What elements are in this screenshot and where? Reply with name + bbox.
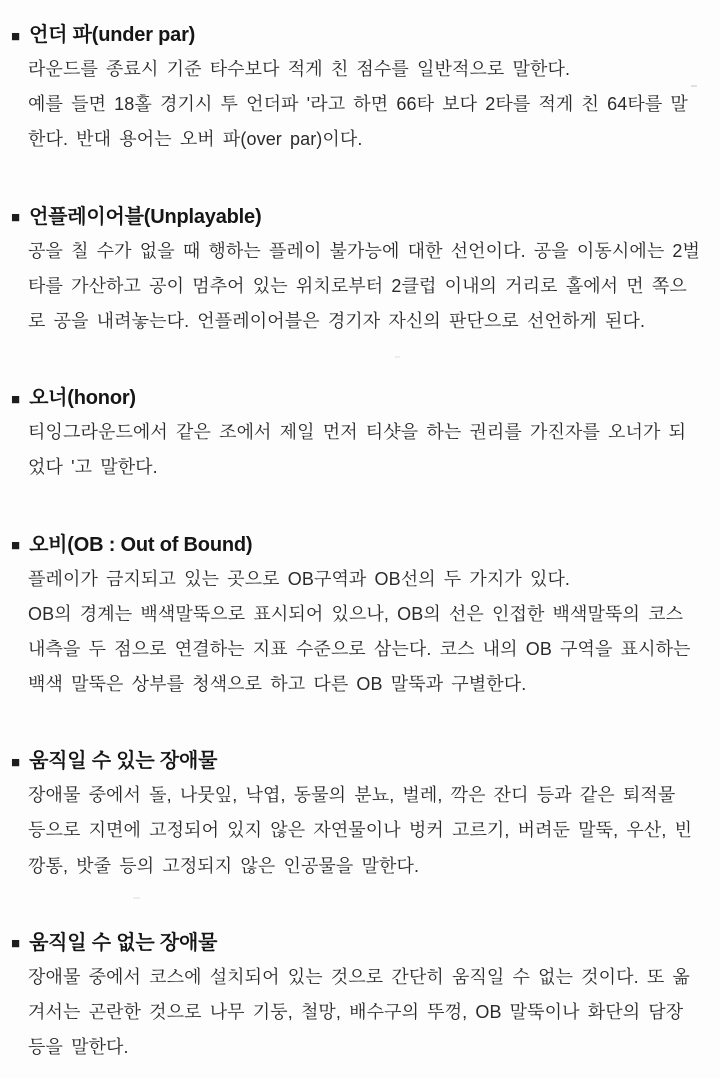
body-line: OB의 경계는 백색말뚝으로 표시되어 있으나, OB의 선은 인접한 백색말뚝의 코스: [28, 603, 684, 624]
square-bullet-icon: ■: [11, 753, 21, 771]
body-line: 장애물 중에서 돌, 나뭇잎, 낙엽, 동물의 분뇨, 벌레, 깍은 잔디 등과 같은 퇴적물: [28, 785, 676, 806]
body-line: 로 공을 내려놓는다. 언플레이어블은 경기자 자신의 판단으로 선언하게 된다.: [28, 310, 646, 331]
square-bullet-icon: ■: [11, 390, 21, 408]
section-heading: 움직일 수 없는 장애물: [29, 931, 218, 954]
section-heading-row: [11, 200, 694, 234]
glossary-section: [11, 200, 701, 340]
body-line: 등으로 지면에 고정되어 있지 않은 자연물이나 벙커 고르기, 버려둔 말뚝, 우산, 빈: [28, 820, 693, 841]
body-line: 공을 칠 수가 없을 때 행하는 플레이 불가능에 대한 선언이다. 공을 이동시에는 2벌: [28, 240, 701, 261]
section-heading: 움직일 수 있는 장애물: [29, 750, 218, 773]
body-line: 었다 '고 말한다.: [28, 457, 158, 478]
section-heading: 언더 파(under par): [29, 24, 196, 46]
section-body: [28, 562, 694, 703]
square-bullet-icon: ■: [11, 537, 21, 554]
section-heading-row: [11, 381, 694, 415]
glossary-section: [11, 18, 694, 158]
body-line: 장애물 중에서 코스에 설치되어 있는 것으로 간단히 움직일 수 없는 것이다. 또 옮: [28, 966, 690, 987]
glossary-section: [11, 528, 694, 703]
section-body: [28, 52, 694, 158]
body-line: 예를 들면 18홀 경기시 투 언더파 '라고 하면 66타 보다 2타를 적게 친 64타를 말: [28, 94, 688, 115]
section-heading-row: [11, 926, 694, 960]
section-heading: 오너(honor): [29, 387, 136, 410]
body-line: 라운드를 종료시 기준 타수보다 적게 친 점수를 일반적으로 말한다.: [28, 59, 571, 79]
glossary-section: [11, 381, 694, 485]
body-line: 깡통, 밧줄 등의 고정되지 않은 인공물을 말한다.: [28, 855, 420, 876]
section-heading: 언플레이어블(Unplayable): [29, 205, 262, 228]
square-bullet-icon: ■: [11, 209, 21, 227]
glossary-section: [11, 744, 694, 884]
body-line: 한다. 반대 용어는 오버 파(over par)이다.: [28, 129, 363, 150]
section-heading: 오비(OB : Out of Bound): [29, 533, 253, 556]
body-line: 티잉그라운드에서 같은 조에서 제일 먼저 티샷을 하는 권리를 가진자를 오너가 되: [28, 422, 687, 443]
section-heading-row: [11, 744, 694, 778]
section-heading-row: [11, 18, 694, 52]
section-body: [28, 415, 694, 485]
glossary-section: [11, 926, 694, 1066]
body-line: 등을 말한다.: [28, 1037, 129, 1058]
section-body: [28, 960, 694, 1066]
section-body: [28, 234, 701, 340]
body-line: 플레이가 금지되고 있는 곳으로 OB구역과 OB선의 두 가지가 있다.: [28, 568, 571, 589]
section-body: [28, 778, 694, 884]
section-heading-row: [11, 528, 694, 562]
body-line: 내측을 두 점으로 연결하는 지표 수준으로 삼는다. 코스 내의 OB 구역을 표시하는: [28, 638, 691, 659]
body-line: 타를 가산하고 공이 멈추어 있는 위치로부터 2클럽 이내의 거리로 홀에서 먼 쪽으: [28, 275, 687, 296]
square-bullet-icon: ■: [11, 27, 21, 45]
body-line: 겨서는 곤란한 것으로 나무 기둥, 철망, 배수구의 뚜껑, OB 말뚝이나 화단의 담장: [28, 1002, 684, 1022]
square-bullet-icon: ■: [11, 935, 21, 953]
body-line: 백색 말뚝은 상부를 청색으로 하고 다른 OB 말뚝과 구별한다.: [28, 674, 527, 695]
